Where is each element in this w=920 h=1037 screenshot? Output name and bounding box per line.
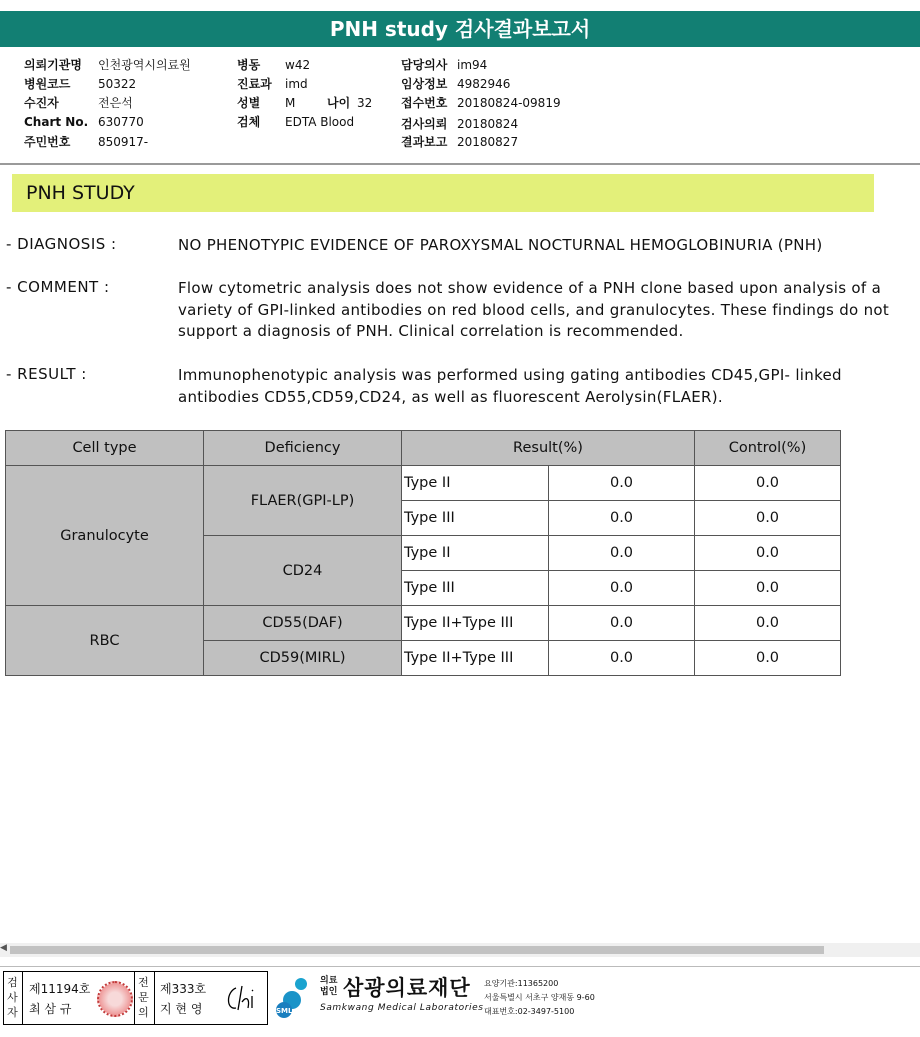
section-title: PNH STUDY xyxy=(12,174,874,212)
cell-cd55: CD55(DAF) xyxy=(204,606,402,641)
seal-icon xyxy=(97,981,133,1017)
header-result: Result(%) xyxy=(402,431,695,466)
cell-result: 0.0 xyxy=(549,641,695,676)
cell-cd59: CD59(MIRL) xyxy=(204,641,402,676)
header-field: 병원코드 50322 xyxy=(24,77,137,91)
scrollbar-thumb[interactable] xyxy=(10,946,824,954)
comment-label: - COMMENT : xyxy=(6,278,110,296)
examiner-number: 제11194호 xyxy=(29,982,91,996)
divider xyxy=(22,972,23,1024)
header-cell-type: Cell type xyxy=(6,431,204,466)
patient-header xyxy=(0,47,920,165)
header-field: 진료과 imd xyxy=(237,77,308,91)
comment-row xyxy=(6,278,911,344)
divider xyxy=(154,972,155,1024)
cell-control: 0.0 xyxy=(695,641,841,676)
sml-logo-icon xyxy=(272,975,316,1019)
header-control: Control(%) xyxy=(695,431,841,466)
result-text: Immunophenotypic analysis was performed using gating antibodies CD45,GPI- linked antibodies CD55,CD59,CD24, as well as fluorescent Aerolysin(FLAER). xyxy=(178,366,842,406)
divider xyxy=(134,972,135,1024)
header-field: 검체 EDTA Blood xyxy=(237,115,355,129)
cell-result: 0.0 xyxy=(549,536,695,571)
cell-granulocyte: Granulocyte xyxy=(6,466,204,606)
cell-control: 0.0 xyxy=(695,501,841,536)
header-field: 성별 M xyxy=(237,96,296,110)
header-field: 담당의사 im94 xyxy=(401,58,488,72)
specialist-number: 제333호 xyxy=(160,982,207,996)
examiner-label: 검사자 xyxy=(7,976,18,1019)
cell-cd24: CD24 xyxy=(204,536,402,606)
cell-control: 0.0 xyxy=(695,466,841,501)
diagnosis-text: NO PHENOTYPIC EVIDENCE OF PAROXYSMAL NOCTURNAL HEMOGLOBINURIA (PNH) xyxy=(178,236,823,254)
corp-english-name: Samkwang Medical Laboratories xyxy=(320,1003,484,1013)
report-title: PNH study 검사결과보고서 xyxy=(0,11,920,47)
cell-type: Type III xyxy=(402,571,549,606)
cell-result: 0.0 xyxy=(549,606,695,641)
header-field: Chart No. 630770 xyxy=(24,115,144,129)
header-field: 수진자 전은석 xyxy=(24,96,133,110)
corp-name: 삼광의료재단 xyxy=(343,976,471,1000)
cell-control: 0.0 xyxy=(695,606,841,641)
cell-control: 0.0 xyxy=(695,571,841,606)
cell-flaer: FLAER(GPI-LP) xyxy=(204,466,402,536)
header-field: 병동 w42 xyxy=(237,58,311,72)
corp-prefix: 의료법인 xyxy=(320,976,338,997)
cell-type: Type II xyxy=(402,466,549,501)
scroll-left-icon[interactable]: ◀ xyxy=(0,943,7,953)
cell-result: 0.0 xyxy=(549,466,695,501)
diagnosis-row xyxy=(6,235,911,257)
signature-icon xyxy=(222,980,262,1016)
info-phone: 대표번호:02-3497-5100 xyxy=(484,1007,575,1016)
horizontal-scrollbar[interactable] xyxy=(0,943,920,957)
table-row xyxy=(6,606,841,641)
info-address: 서울특별시 서초구 양재동 9-60 xyxy=(484,993,595,1002)
header-field: 검사의뢰 20180824 xyxy=(401,117,519,131)
header-field: 주민번호 850917- xyxy=(24,135,149,149)
info-code: 요양기관:11365200 xyxy=(484,979,559,988)
table-row xyxy=(6,466,841,501)
cell-type: Type II+Type III xyxy=(402,641,549,676)
cell-type: Type II xyxy=(402,536,549,571)
cell-result: 0.0 xyxy=(549,571,695,606)
cell-rbc: RBC xyxy=(6,606,204,676)
comment-text: Flow cytometric analysis does not show evidence of a PNH clone based upon analysis of a variety of GPI-linked antibodies on red blood cells, and granulocytes. These findings do not support a diagnosis of PNH. Clinical correlation is recommended. xyxy=(178,279,890,340)
footer-divider xyxy=(0,966,920,967)
result-label: - RESULT : xyxy=(6,365,87,383)
header-field: 결과보고 20180827 xyxy=(401,135,519,149)
header-field: 의뢰기관명 인천광역시의료원 xyxy=(24,58,191,72)
cell-result: 0.0 xyxy=(549,501,695,536)
header-field: 임상정보 4982946 xyxy=(401,77,511,91)
header-field: 나이 32 xyxy=(327,96,373,110)
cell-type: Type III xyxy=(402,501,549,536)
diagnosis-label: - DIAGNOSIS : xyxy=(6,235,117,253)
table-header-row xyxy=(6,431,841,466)
header-deficiency: Deficiency xyxy=(204,431,402,466)
result-table xyxy=(5,430,841,676)
cell-control: 0.0 xyxy=(695,536,841,571)
logo-text: SML xyxy=(276,1007,293,1015)
result-row xyxy=(6,365,911,409)
header-field: 접수번호 20180824-09819 xyxy=(401,96,561,110)
specialist-name: 지 현 영 xyxy=(160,1002,203,1016)
signature-box xyxy=(3,971,268,1025)
specialist-label: 전문의 xyxy=(138,976,149,1019)
examiner-name: 최 삼 규 xyxy=(29,1002,72,1016)
cell-type: Type II+Type III xyxy=(402,606,549,641)
